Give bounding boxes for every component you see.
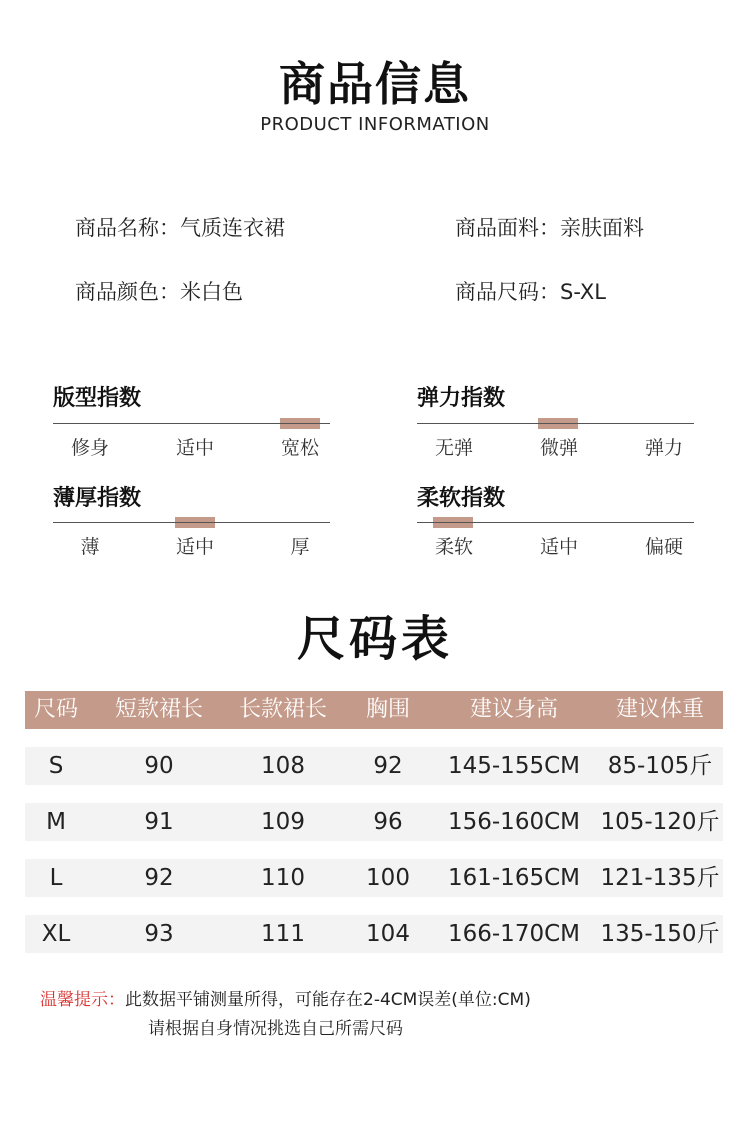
cell-weight: 135-150斤 xyxy=(600,921,720,947)
cell-long-length: 110 xyxy=(261,865,305,891)
fit-index-title: 版型指数 xyxy=(53,386,142,411)
cell-weight: 105-120斤 xyxy=(600,809,720,835)
cell-size: XL xyxy=(41,921,71,947)
thickness-index-label-2: 适中 xyxy=(175,536,214,558)
header-height: 建议身高 xyxy=(469,697,558,722)
cell-size: L xyxy=(49,865,63,891)
cell-weight: 85-105斤 xyxy=(607,753,713,779)
table-row xyxy=(25,803,723,841)
header-weight: 建议体重 xyxy=(615,697,704,722)
fit-index-line xyxy=(53,423,330,424)
elastic-index-label-2: 微弹 xyxy=(539,437,578,459)
cell-short-length: 93 xyxy=(144,921,174,947)
thickness-index-label-1: 薄 xyxy=(80,536,100,558)
info-fabric xyxy=(455,212,644,242)
table-row xyxy=(25,747,723,785)
tip-label: 温馨提示： xyxy=(40,990,125,1010)
info-color-value: 米白色 xyxy=(180,280,243,304)
tip-line-1 xyxy=(40,985,531,1010)
cell-short-length: 91 xyxy=(144,809,174,835)
cell-bust: 96 xyxy=(373,809,403,835)
cell-bust: 104 xyxy=(366,921,410,947)
table-row xyxy=(25,915,723,953)
header-short-length: 短款裙长 xyxy=(114,697,203,722)
header-bust: 胸围 xyxy=(365,697,410,722)
header-size: 尺码 xyxy=(33,697,78,722)
page-title: 商品信息 xyxy=(279,57,471,111)
fit-index-label-1: 修身 xyxy=(70,437,109,459)
thickness-index-line xyxy=(53,522,330,523)
cell-size: M xyxy=(46,809,66,835)
cell-weight: 121-135斤 xyxy=(600,865,720,891)
cell-size: S xyxy=(48,753,64,779)
size-table-title: 尺码表 xyxy=(296,611,453,667)
softness-index-label-1: 柔软 xyxy=(434,536,473,558)
cell-height: 156-160CM xyxy=(447,809,580,835)
info-name-value: 气质连衣裙 xyxy=(180,216,285,240)
cell-height: 161-165CM xyxy=(447,865,580,891)
info-size-label: 商品尺码： xyxy=(455,280,560,304)
cell-short-length: 90 xyxy=(144,753,174,779)
page-subtitle: PRODUCT INFORMATION xyxy=(260,114,490,135)
softness-index-title: 柔软指数 xyxy=(417,486,506,511)
cell-long-length: 111 xyxy=(261,921,305,947)
table-row xyxy=(25,859,723,897)
softness-index-line xyxy=(417,522,694,523)
elastic-index-line xyxy=(417,423,694,424)
thickness-index-title: 薄厚指数 xyxy=(53,486,142,511)
header-long-length: 长款裙长 xyxy=(238,697,327,722)
softness-index-label-3: 偏硬 xyxy=(644,536,683,558)
thickness-index-label-3: 厚 xyxy=(290,536,310,558)
info-size-value: S-XL xyxy=(560,280,606,304)
info-color-label: 商品颜色： xyxy=(75,280,180,304)
size-table-header xyxy=(25,691,723,729)
cell-short-length: 92 xyxy=(144,865,174,891)
cell-height: 145-155CM xyxy=(447,753,580,779)
info-name-label: 商品名称： xyxy=(75,216,180,240)
cell-bust: 92 xyxy=(373,753,403,779)
info-fabric-label: 商品面料： xyxy=(455,216,560,240)
cell-long-length: 108 xyxy=(261,753,305,779)
elastic-index-label-1: 无弹 xyxy=(434,437,473,459)
info-color xyxy=(75,276,243,306)
fit-index-label-3: 宽松 xyxy=(280,437,319,459)
tip-text-1: 此数据平铺测量所得，可能存在2-4CM误差(单位:CM) xyxy=(125,990,531,1010)
cell-long-length: 109 xyxy=(261,809,305,835)
info-fabric-value: 亲肤面料 xyxy=(560,216,644,240)
cell-height: 166-170CM xyxy=(447,921,580,947)
softness-index-label-2: 适中 xyxy=(539,536,578,558)
elastic-index-label-3: 弹力 xyxy=(644,437,683,459)
info-size xyxy=(455,276,606,306)
info-name xyxy=(75,212,285,242)
tip-text-2: 请根据自身情况挑选自己所需尺码 xyxy=(148,1019,403,1039)
elastic-index-title: 弹力指数 xyxy=(417,386,506,411)
fit-index-label-2: 适中 xyxy=(175,437,214,459)
cell-bust: 100 xyxy=(366,865,410,891)
